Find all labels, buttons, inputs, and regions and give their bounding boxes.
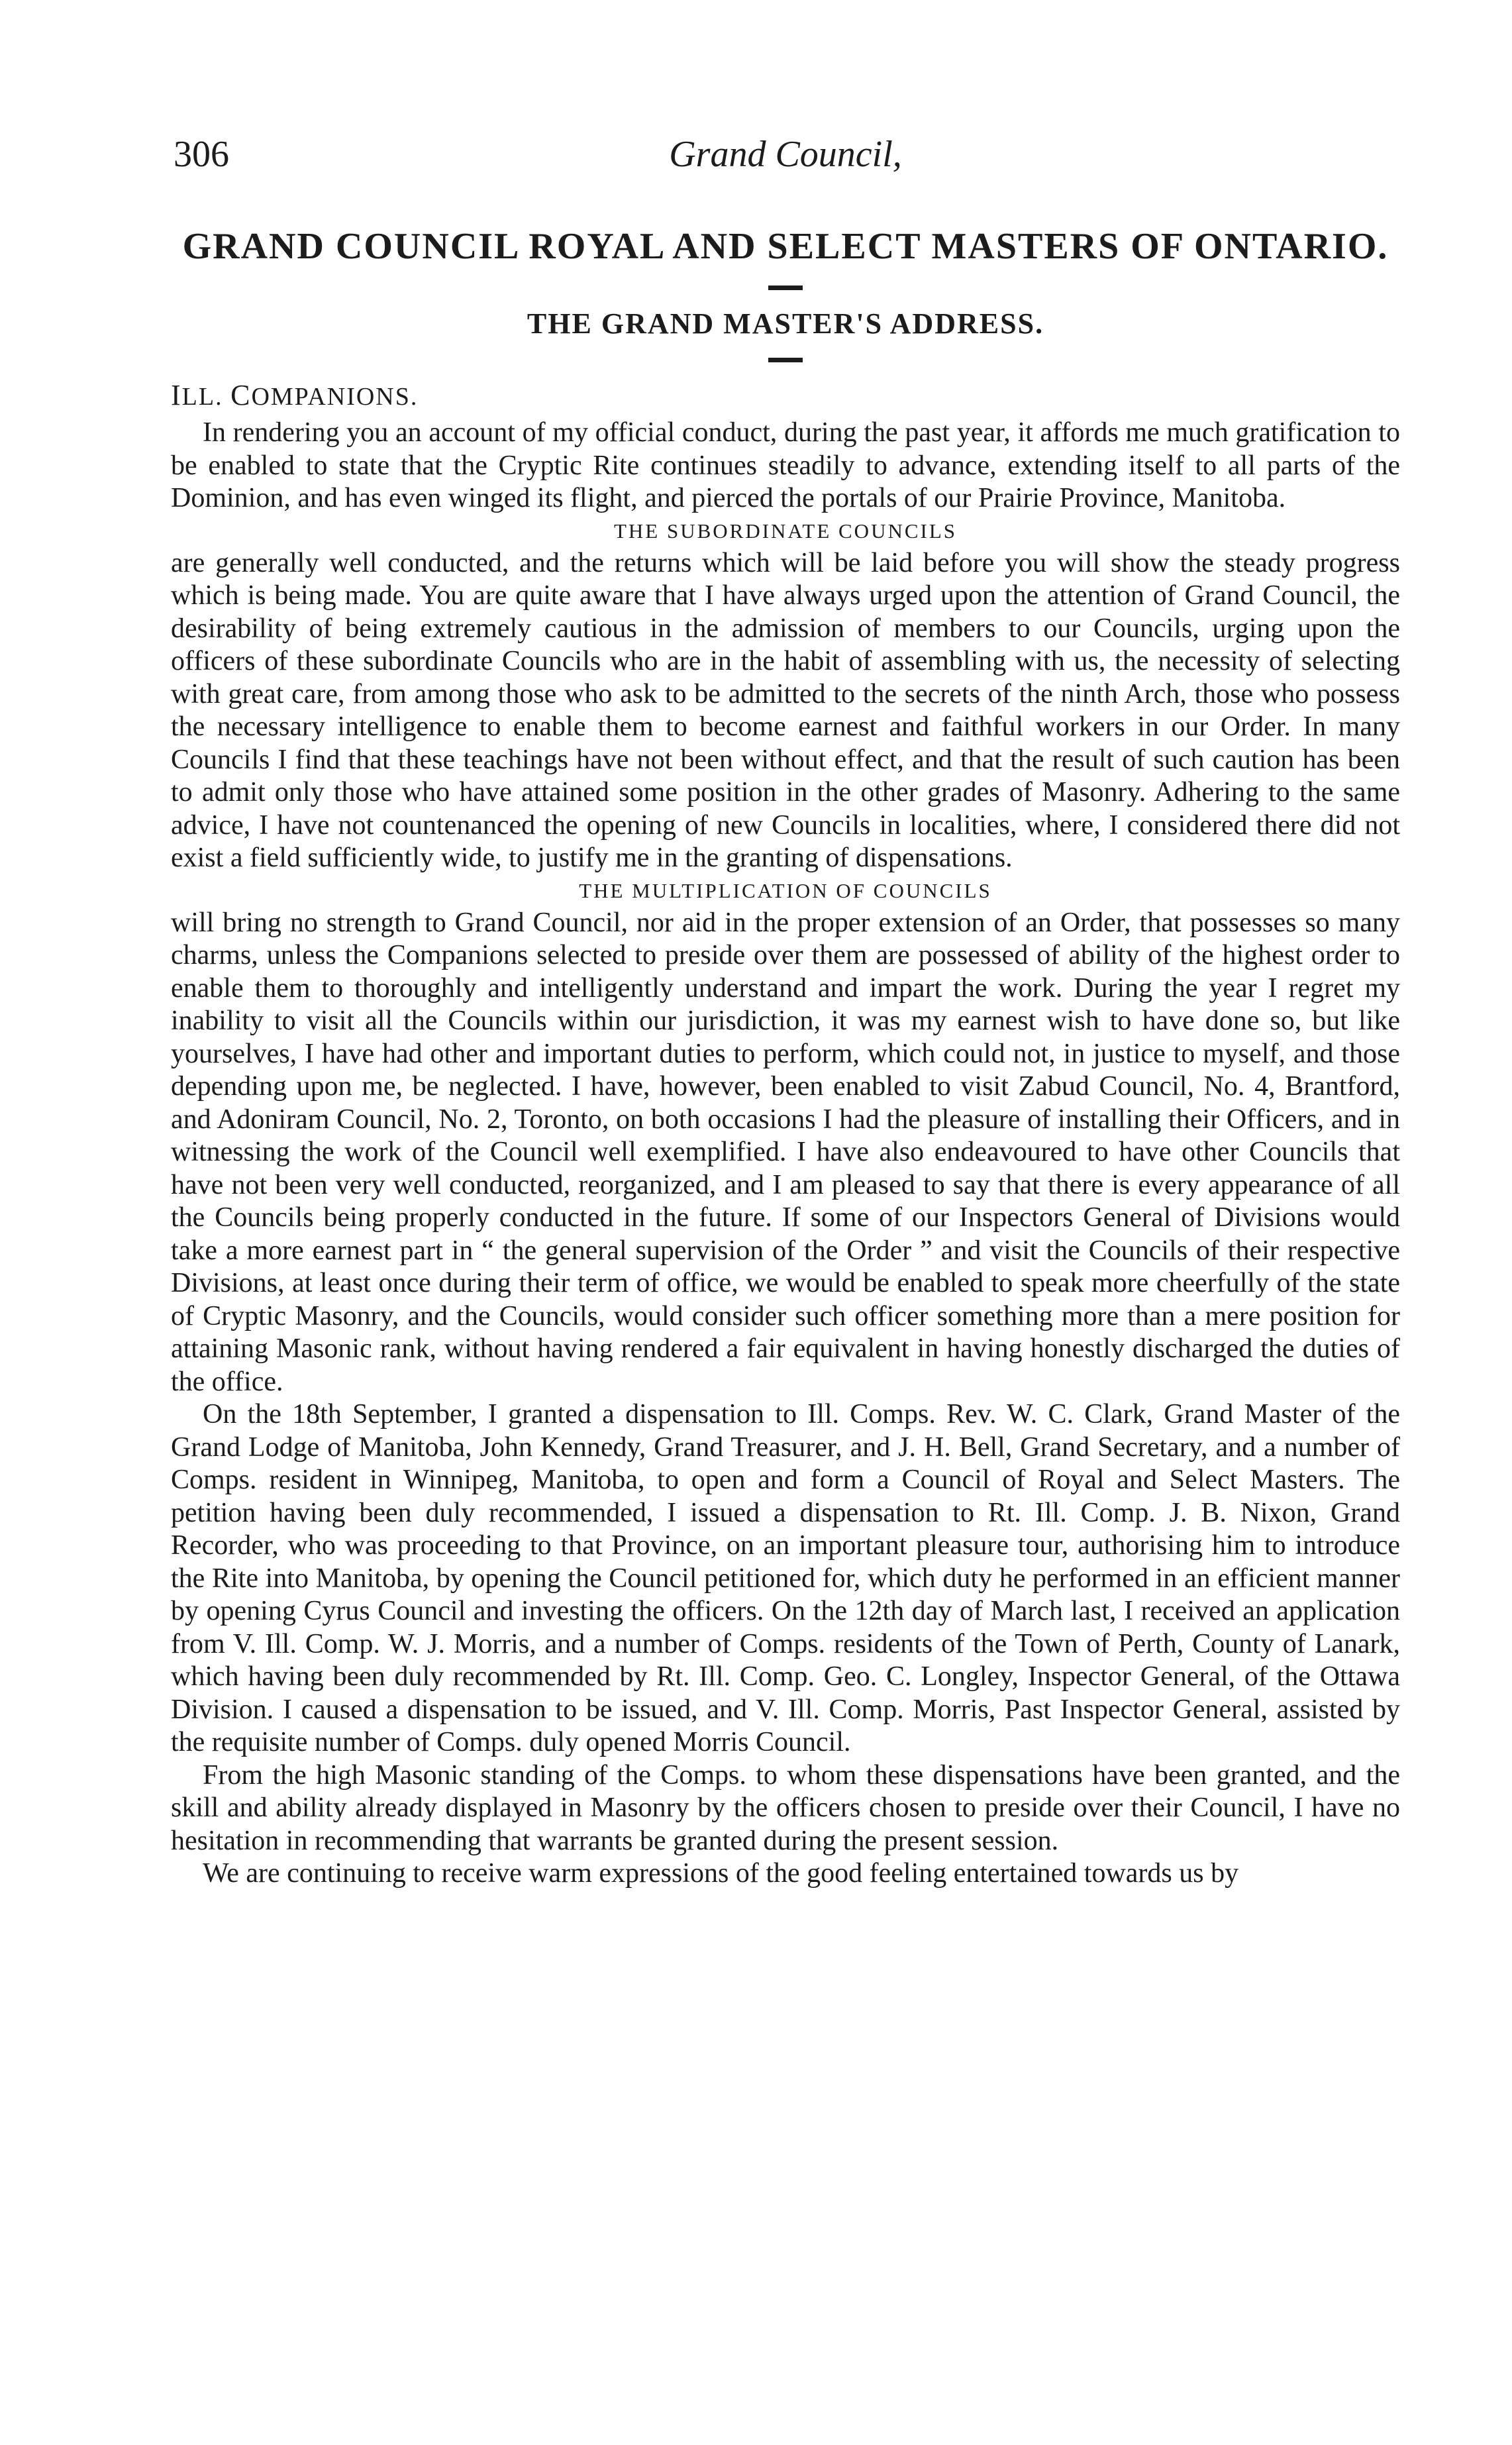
- paragraph-subordinate-councils: are generally well conducted, and the returns which will be laid before you will show the steady progress which is being made. You are quite aware that I have always urged upon the attention of Grand Council, the desirability of being extremely cautious in the admission of members to our Councils, urging upon the officers of these subordinate Councils who are in the habit of assembling with us, the necessity of selecting with great care, from among those who ask to be admitted to the secrets of the ninth Arch, those who possess the necessary intelligence to enable them to become earnest and faithful workers in our Order. In many Councils I find that these teachings have not been without effect, and that the result of such caution has been to admit only those who have attained some position in the other grades of Masonry. Adhering to the same advice, I have not countenanced the opening of new Councils in localities, where, I considered there did not exist a field sufficiently wide, to justify me in the granting of dispensations.: [171, 547, 1400, 873]
- running-head: [171, 136, 1400, 195]
- paragraph-multiplication: will bring no strength to Grand Council, nor aid in the proper extension of an Order, that possesses so many charms, unless the Companions selected to preside over them are possessed of ability of the highest order to enable them to thoroughly and intelligently understand and impart the work. During the year I regret my inability to visit all the Councils within our jurisdiction, it was my earnest wish to have done so, but like yourselves, I have had other and important duties to perform, which could not, in justice to myself, and those depending upon me, be neglected. I have, however, been enabled to visit Zabud Council, No. 4, Brantford, and Adoniram Council, No. 2, Toronto, on both occasions I had the pleasure of installing their Officers, and in witnessing the work of the Council well exemplified. I have also endeavoured to have other Councils that have not been very well conducted, reorganized, and I am pleased to say that there is every appearance of all the Councils being properly conducted in the future. If some of our Inspectors General of Divisions would take a more earnest part in “ the general supervision of the Order ” and visit the Councils of their respective Divisions, at least once during their term of office, we would be enabled to speak more cheerfully of the state of Cryptic Masonry, and the Councils, would consider such officer something more than a mere position for attaining Masonic rank, without having rendered a fair equivalent in having honestly discharged the duties of the office.: [171, 907, 1400, 1397]
- paragraph-warrants: From the high Masonic standing of the Comps. to whom these dispensations have been granted, and the skill and ability already displayed in Masonry by the officers chosen to preside over their Council, I have no hesitation in recommending that warrants be granted during the present session.: [171, 1759, 1400, 1856]
- running-title: Grand Council,: [669, 134, 902, 175]
- salutation-rest-1: LL.: [181, 383, 231, 411]
- section-head-subordinate-councils: THE SUBORDINATE COUNCILS: [613, 519, 958, 543]
- paragraph-opening: In rendering you an account of my official conduct, during the past year, it affords me much gratification to be enabled to state that the Cryptic Rite continues steadily to advance, extending itself to all parts of the Dominion, and has even winged its flight, and pierced the portals of our Prairie Province, Manitoba.: [171, 417, 1400, 513]
- salutation-initial-2: C: [230, 379, 252, 411]
- address-subtitle: THE GRAND MASTER'S ADDRESS.: [527, 307, 1044, 340]
- section-head-multiplication: THE MULTIPLICATION OF COUNCILS: [579, 878, 992, 902]
- main-title: GRAND COUNCIL ROYAL AND SELECT MASTERS OF ONTARIO.: [182, 226, 1389, 267]
- book-page: [171, 136, 1400, 1891]
- salutation: [171, 380, 1400, 413]
- page-number: 306: [174, 134, 229, 175]
- paragraph-dispensations: On the 18th September, I granted a dispensation to Ill. Comps. Rev. W. C. Clark, Grand Master of the Grand Lodge of Manitoba, John Kennedy, Grand Treasurer, and J. H. Bell, Grand Secretary, and a number of Comps. resident in Winnipeg, Manitoba, to open and form a Council of Royal and Select Masters. The petition having been duly recommended, I issued a dispensation to Rt. Ill. Comp. J. B. Nixon, Grand Recorder, who was proceeding to that Province, on an important pleasure tour, authorising him to introduce the Rite into Manitoba, by opening the Council petitioned for, which duty he performed in an efficient manner by opening Cyrus Council and investing the officers. On the 12th day of March last, I received an application from V. Ill. Comp. W. J. Morris, and a number of Comps. residents of the Town of Perth, County of Lanark, which having been duly recommended by Rt. Ill. Comp. Geo. C. Longley, Inspector General, of the Ottawa Division. I caused a dispensation to be issued, and V. Ill. Comp. Morris, Past Inspector General, assisted by the requisite number of Comps. duly opened Morris Council.: [171, 1399, 1400, 1757]
- salutation-rest-2: OMPANIONS.: [251, 383, 419, 411]
- paragraph-good-feeling: We are continuing to receive warm expressions of the good feeling entertained towards us by: [203, 1858, 1239, 1889]
- salutation-initial-1: I: [171, 379, 182, 411]
- subtitle-rule: [768, 358, 803, 362]
- title-rule: [768, 286, 803, 290]
